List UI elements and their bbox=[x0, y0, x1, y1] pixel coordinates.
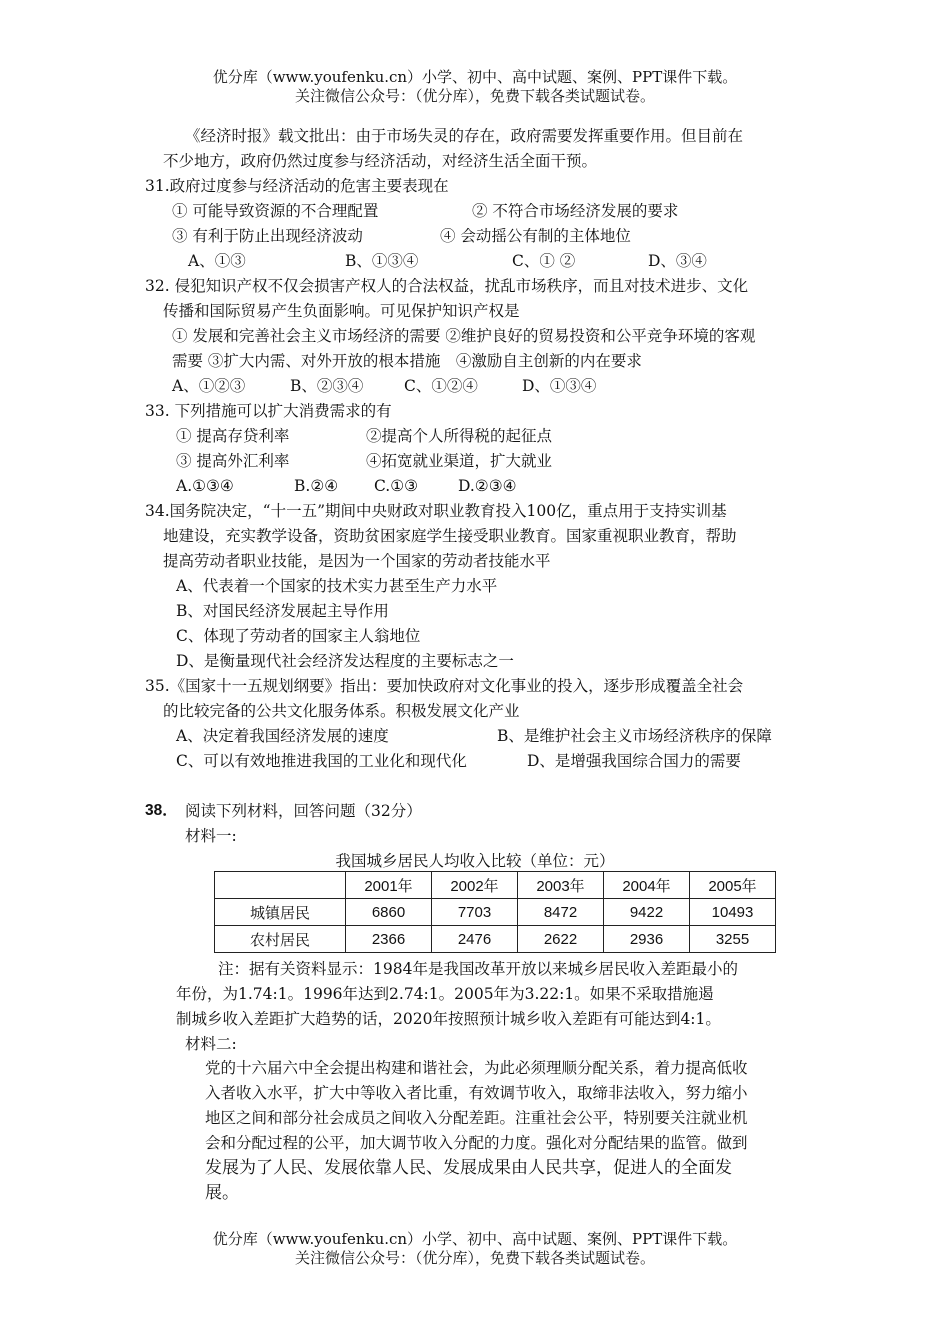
q35-option: A、决定着我国经济发展的速度 bbox=[176, 727, 389, 745]
q31-item: ③ 有利于防止出现经济波动 bbox=[172, 227, 363, 245]
material-two-line: 入者收入水平，扩大中等收入者比重，有效调节收入，取缔非法收入，努力缩小 bbox=[205, 1084, 748, 1102]
q31-option: A、①③ bbox=[188, 252, 246, 270]
note-line-1: 注：据有关资料显示：1984年是我国改革开放以来城乡居民收入差距最小的 bbox=[218, 960, 738, 978]
q35-stem-2: 的比较完备的公共文化服务体系。积极发展文化产业 bbox=[163, 702, 520, 720]
q35-stem-1: 35.《国家十一五规划纲要》指出：要加快政府对文化事业的投入，逐步形成覆盖全社会 bbox=[145, 677, 744, 695]
table-header-cell: 2001年 bbox=[346, 872, 432, 899]
table-header-cell: 2003年 bbox=[518, 872, 604, 899]
table-header-cell: 2004年 bbox=[604, 872, 690, 899]
table-header-row bbox=[215, 872, 776, 899]
q38-stem: 阅读下列材料，回答问题（32分） bbox=[185, 802, 422, 820]
q32-stem-2: 传播和国际贸易产生负面影响。可见保护知识产权是 bbox=[163, 302, 520, 320]
q33-item: ① 提高存贷利率 bbox=[176, 427, 290, 445]
q32-option: A、①②③ bbox=[172, 377, 246, 395]
q34-stem-3: 提高劳动者职业技能，是因为一个国家的劳动者技能水平 bbox=[163, 552, 551, 570]
table-cell: 7703 bbox=[432, 899, 518, 926]
table-cell: 8472 bbox=[518, 899, 604, 926]
table-cell: 2936 bbox=[604, 926, 690, 953]
q32-stem-1: 32. 侵犯知识产权不仅会损害产权人的合法权益，扰乱市场秩序，而且对技术进步、文化 bbox=[145, 277, 749, 295]
material-two-line: 会和分配过程的公平，加大调节收入分配的力度。强化对分配结果的监管。做到 bbox=[205, 1134, 748, 1152]
material-two-line: 党的十六届六中全会提出构建和谐社会，为此必须理顺分配关系，着力提高低收 bbox=[205, 1059, 748, 1077]
table-cell: 10493 bbox=[690, 899, 776, 926]
q34-option: C、体现了劳动者的国家主人翁地位 bbox=[176, 627, 421, 645]
material-two-line: 地区之间和部分社会成员之间收入分配差距。注重社会公平，特别要关注就业机 bbox=[205, 1109, 748, 1127]
table-header-cell bbox=[215, 872, 346, 899]
q33-option: A.①③④ bbox=[176, 477, 234, 495]
q32-option: C、①②④ bbox=[404, 377, 478, 395]
material-two-line: 发展为了人民、发展依靠人民、发展成果由人民共享，促进人的全面发 bbox=[205, 1158, 732, 1178]
q35-option: C、可以有效地推进我国的工业化和现代化 bbox=[176, 752, 467, 770]
q33-item: ③ 提高外汇利率 bbox=[176, 452, 290, 470]
table-cell: 2366 bbox=[346, 926, 432, 953]
table-cell: 农村居民 bbox=[215, 926, 346, 953]
q31-option: B、①③④ bbox=[345, 252, 419, 270]
q31-item: ① 可能导致资源的不合理配置 bbox=[172, 202, 379, 220]
q32-items-1: ① 发展和完善社会主义市场经济的需要 ②维护良好的贸易投资和公平竞争环境的客观 bbox=[172, 327, 756, 345]
q32-items-2: 需要 ③扩大内需、对外开放的根本措施 ④激励自主创新的内在要求 bbox=[172, 352, 642, 370]
q35-option: B、是维护社会主义市场经济秩序的保障 bbox=[497, 727, 772, 745]
table-cell: 2622 bbox=[518, 926, 604, 953]
table-cell: 2476 bbox=[432, 926, 518, 953]
q34-option: D、是衡量现代社会经济发达程度的主要标志之一 bbox=[176, 652, 514, 670]
q38-number: 38． bbox=[145, 802, 178, 819]
q33-item: ②提高个人所得税的起征点 bbox=[366, 427, 553, 445]
q31-stem: 31.政府过度参与经济活动的危害主要表现在 bbox=[145, 177, 449, 195]
q31-item: ④ 会动摇公有制的主体地位 bbox=[440, 227, 631, 245]
table-header-cell: 2002年 bbox=[432, 872, 518, 899]
q34-option: A、代表着一个国家的技术实力甚至生产力水平 bbox=[176, 577, 498, 595]
table-header-cell: 2005年 bbox=[690, 872, 776, 899]
material-one-label: 材料一: bbox=[185, 827, 237, 845]
header-line-2: 关注微信公众号：（优分库），免费下载各类试题试卷。 bbox=[294, 87, 655, 105]
q31-option: D、③④ bbox=[648, 252, 707, 270]
material-two-line: 展。 bbox=[205, 1183, 239, 1203]
q33-stem: 33. 下列措施可以扩大消费需求的有 bbox=[145, 402, 392, 420]
q33-option: B.②④ bbox=[294, 477, 339, 495]
q33-option: D.②③④ bbox=[458, 477, 517, 495]
q31-option: C、① ② bbox=[512, 252, 576, 270]
q34-stem-2: 地建设，充实教学设备，资助贫困家庭学生接受职业教育。国家重视职业教育，帮助 bbox=[163, 527, 737, 545]
table-row bbox=[215, 926, 776, 953]
q34-stem-1: 34.国务院决定，“十一五”期间中央财政对职业教育投入100亿，重点用于支持实训基 bbox=[145, 502, 727, 520]
note-line-3: 制城乡收入差距扩大趋势的话，2020年按照预计城乡收入差距有可能达到4:1。 bbox=[176, 1010, 721, 1028]
q31-item: ② 不符合市场经济发展的要求 bbox=[472, 202, 679, 220]
table-cell: 3255 bbox=[690, 926, 776, 953]
q34-option: B、对国民经济发展起主导作用 bbox=[176, 602, 389, 620]
material-two-label: 材料二: bbox=[185, 1035, 237, 1053]
q32-option: B、②③④ bbox=[290, 377, 364, 395]
table-cell: 6860 bbox=[346, 899, 432, 926]
footer-line-2: 关注微信公众号：（优分库），免费下载各类试题试卷。 bbox=[294, 1249, 655, 1267]
income-table bbox=[214, 871, 776, 953]
q32-option: D、①③④ bbox=[522, 377, 597, 395]
q33-option: C.①③ bbox=[374, 477, 419, 495]
intro-line-2: 不少地方，政府仍然过度参与经济活动，对经济生活全面干预。 bbox=[163, 152, 598, 170]
table-cell: 9422 bbox=[604, 899, 690, 926]
q35-option: D、是增强我国综合国力的需要 bbox=[527, 752, 741, 770]
table-row bbox=[215, 899, 776, 926]
note-line-2: 年份，为1.74:1。1996年达到2.74:1。2005年为3.22:1。如果不采取措施遏 bbox=[176, 985, 714, 1003]
q33-item: ④拓宽就业渠道，扩大就业 bbox=[366, 452, 553, 470]
intro-line-1: 《经济时报》载文批出：由于市场失灵的存在，政府需要发挥重要作用。但目前在 bbox=[185, 127, 744, 145]
table-cell: 城镇居民 bbox=[215, 899, 346, 926]
footer-line-1: 优分库（www.youfenku.cn）小学、初中、高中试题、案例、PPT课件下载。 bbox=[212, 1230, 738, 1248]
header-line-1: 优分库（www.youfenku.cn）小学、初中、高中试题、案例、PPT课件下载。 bbox=[212, 68, 738, 86]
table-title: 我国城乡居民人均收入比较（单位：元） bbox=[335, 852, 615, 870]
